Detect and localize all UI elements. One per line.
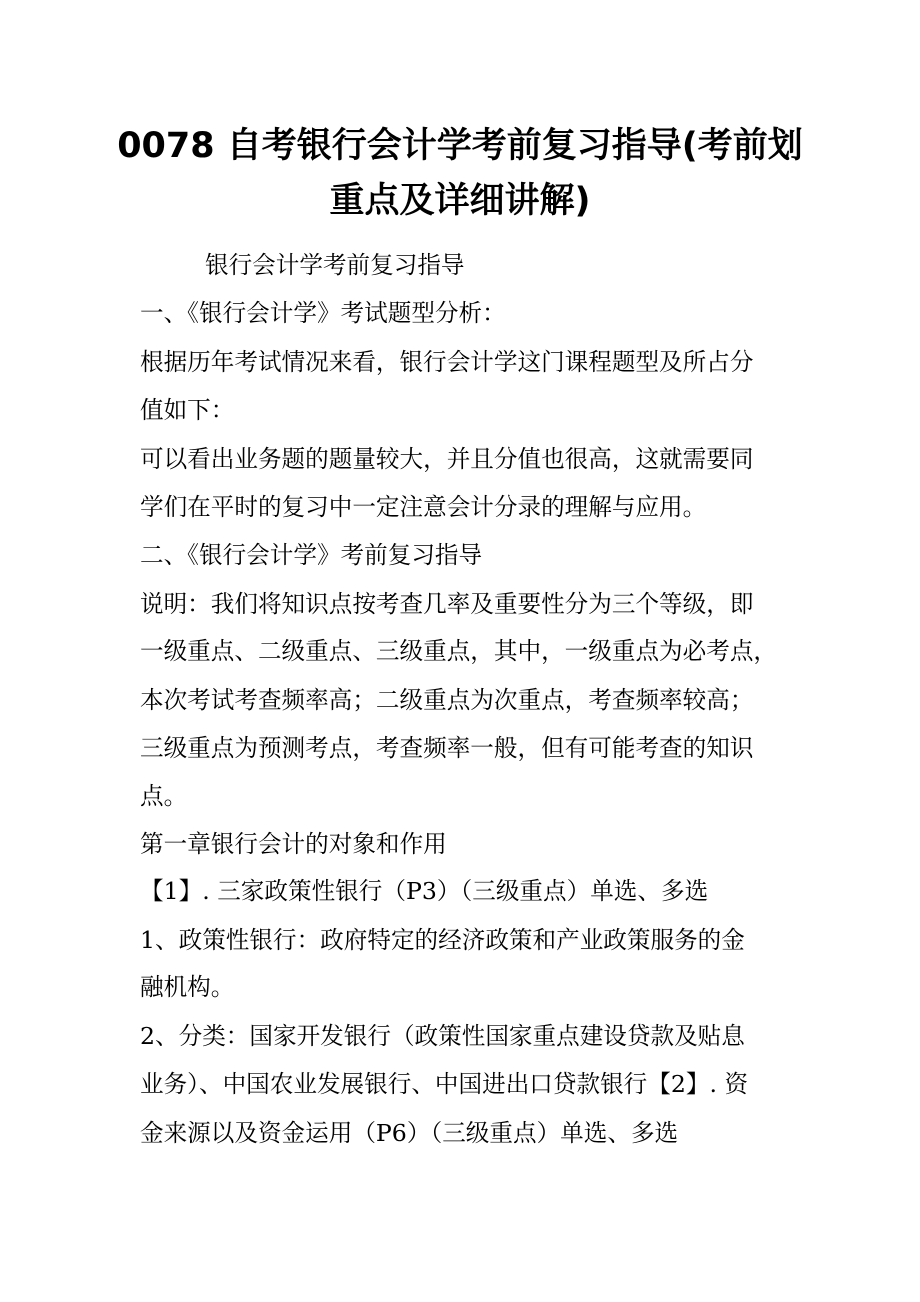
paragraph-line: 本次考试考查频率高；二级重点为次重点，考查频率较高；: [140, 686, 754, 714]
section-heading: 一、《银行会计学》考试题型分析：: [140, 299, 506, 327]
subtitle: 银行会计学考前复习指导: [205, 251, 465, 279]
document-title-line-1: 0078 自考银行会计学考前复习指导(考前划: [117, 126, 803, 166]
paragraph-line: 金来源以及资金运用（P6）（三级重点）单选、多选: [140, 1119, 679, 1147]
paragraph-line: 值如下：: [140, 396, 235, 424]
paragraph-line: 一级重点、二级重点、三级重点，其中，一级重点为必考点，: [140, 637, 778, 665]
paragraph-line: 可以看出业务题的题量较大，并且分值也很高，这就需要同: [140, 445, 754, 473]
paragraph-line: 学们在平时的复习中一定注意会计分录的理解与应用。: [140, 493, 707, 521]
paragraph-line: 1、政策性银行：政府特定的经济政策和产业政策服务的金: [140, 926, 745, 954]
chapter-heading: 第一章银行会计的对象和作用: [140, 830, 447, 858]
document-title-line-2: 重点及详细讲解): [329, 181, 591, 221]
paragraph-line: 根据历年考试情况来看，银行会计学这门课程题型及所占分: [140, 348, 754, 376]
paragraph-line: 2、分类：国家开发银行（政策性国家重点建设贷款及贴息: [140, 1022, 745, 1050]
paragraph-line: 说明：我们将知识点按考查几率及重要性分为三个等级，即: [140, 590, 754, 618]
paragraph-line: 融机构。: [140, 973, 235, 1001]
paragraph-line: 点。: [140, 782, 188, 810]
paragraph-line: 业务）、中国农业发展银行、中国进出口贷款银行【2】. 资: [140, 1070, 749, 1098]
topic-heading: 【1】. 三家政策性银行（P3）（三级重点）单选、多选: [140, 877, 709, 905]
section-heading: 二、《银行会计学》考前复习指导: [140, 541, 483, 569]
paragraph-line: 三级重点为预测考点，考查频率一般，但有可能考查的知识: [140, 734, 754, 762]
